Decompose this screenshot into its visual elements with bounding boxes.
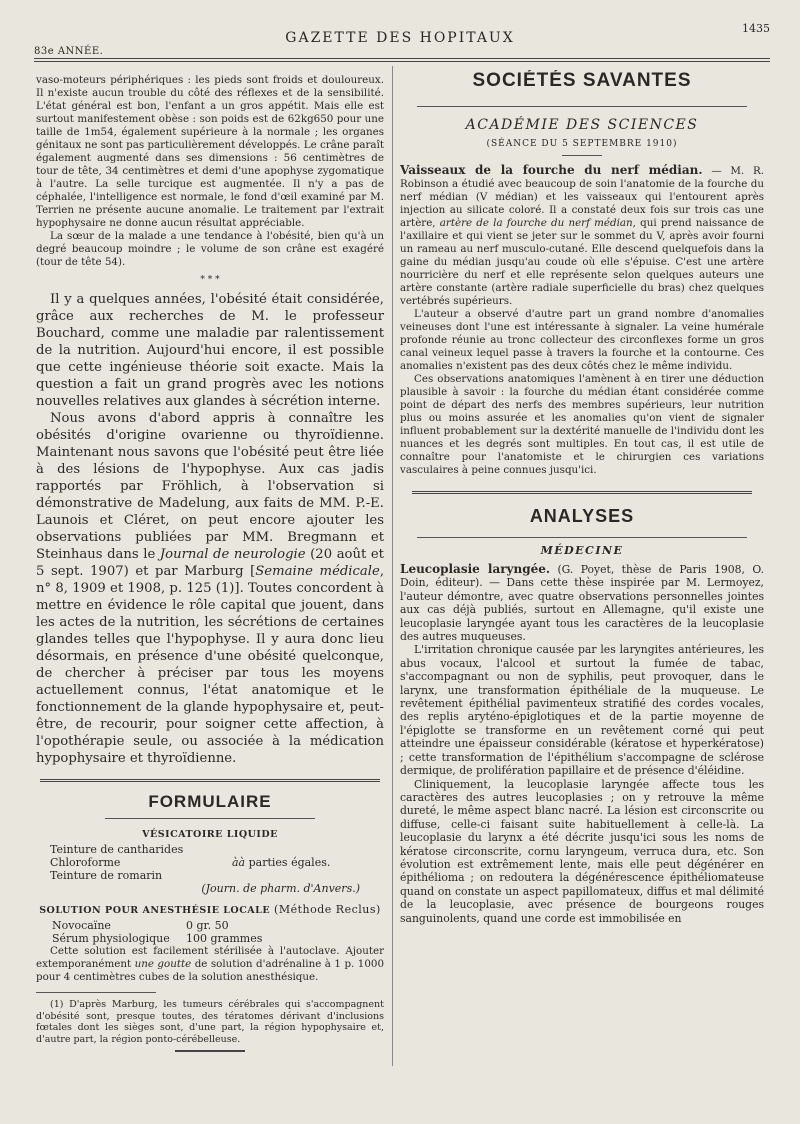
leucoplasie-paragraph-1: Leucoplasie laryngée. (G. Poyet, thèse de Paris 1908, O. Doin, éditeur). — Dans cette thèse inspirée par M. Lermoyez, l'auteur démontre, avec quatre observations personnelles jointes aux cas déjà publiés, surtout en Allemagne, qu'il existe une leucoplasie laryngée ayant tous les caractères de la leucoplasie des autres muqueuses. xyxy=(400,562,764,644)
analyses-rule xyxy=(417,537,747,538)
leucoplasie-paragraph-3: Cliniquement, la leucoplasie laryngée affecte tous les caractères des autres leucoplasies ; on y retrouve la même dureté, le même aspect blanc nacré. La lésion est circonscrite ou diffuse, celle-ci faisant suite habituellement à celle-là. La leucoplasie du larynx a été décrite jusqu'ici sous les noms de kératose circonscrite, cornu laryngeum, verruca dura, etc. Son évolution est extrêmement lente, mais elle peut dégénérer en épithélioma ; on redoutera la dégénérescence épithéliomateuse quand on constate un aspect papillomateux, diffus et mal délimité de la leucoplasie, avec présence de bourgeons rouges sanguinolents, quand une corde est immobilisée en xyxy=(400,777,764,925)
page-number: 1435 xyxy=(742,22,770,35)
analyses-title: ANALYSES xyxy=(529,506,635,526)
right-column xyxy=(400,70,764,925)
case-report-paragraph: vaso-moteurs périphériques : les pieds sont froids et douloureux. Il n'existe aucun trouble du côté des réflexes et de la sensibilité. L'état général est bon, l'enfant a un gros appétit. Mais elle est surtout manifestement obèse : son poids est de 62kg650 pour une taille de 1m54, également supérieure à la normale ; les organes génitaux ne sont pas particulièrement développés. Le crâne paraît également augmenté dans ses dimensions : 56 centimètres de tour de tête, 34 centimètres et demi d'une apophyse zygomatique à l'autre. La selle turcique est augmentée. Il n'y a pas de céphalée, l'intelligence est normale, le fond d'œil examiné par M. Terrien ne présente aucune anomalie. Le traitement par l'extrait hypophysaire ne donne aucun résultat appréciable. xyxy=(36,74,384,229)
recipe-line: Teinture de cantharides xyxy=(50,843,184,856)
vesicatoire-recipe xyxy=(36,843,384,895)
societes-title: SOCIÉTÉS SAVANTES xyxy=(472,70,692,91)
vaisseaux-paragraph-2: L'auteur a observé d'autre part un grand nombre d'anomalies veineuses dont l'une est intéressante à signaler. La veine humérale profonde réunie au tronc collecteur des circonflexes forme un gros canal veineux lequel passe à travers la fourche et la contourne. Ces anomalies n'existent pas des deux côtés chez le même individu. xyxy=(400,308,764,372)
left-column xyxy=(36,74,384,1052)
header-rule xyxy=(34,58,770,59)
solution-recipe xyxy=(36,919,384,945)
end-rule xyxy=(175,1050,245,1052)
seance-date: (SÉANCE DU 5 SEPTEMBRE 1910) xyxy=(486,139,678,149)
vaisseaux-heading: Vaisseaux de la fourche du nerf médian. xyxy=(400,163,703,177)
semaine-ref: Semaine médicale xyxy=(255,564,380,579)
journal-ref: Journal de neurologie xyxy=(159,547,306,562)
column-divider xyxy=(392,66,393,1066)
societes-rule xyxy=(417,106,747,107)
vaisseaux-paragraph-1: Vaisseaux de la fourche du nerf médian. — M. R. Robinson a étudié avec beaucoup de soin l'anatomie de la fourche du nerf médian (V médian) et les vaisseaux qui l'entourent après injection au silicate coloré. Il a constaté deux fois sur trois cas une artère, artère de la fourche du nerf médian, qui prend naissance de l'axillaire et qui vient se jeter sur le sommet du V, après avoir fourni un rameau au nerf musculo-cutané. Elle descend quelquefois dans la gaine du médian jusqu'au coude où elle s'épuise. C'est une artère nourricière du nerf et elle représente selon quelques auteurs une artère constante (artère radiale superficielle du bras) chez quelques vertébrés supérieurs. xyxy=(400,163,764,307)
issue-year: 83e ANNÉE. xyxy=(34,46,104,57)
obesity-paragraph-2: Nous avons d'abord appris à connaître les obésités d'origine ovarienne ou thyroïdienne. Maintenant nous savons que l'obésité peut être liée à des lésions de l'hypophyse. Aux cas jadis rapportés par Fröhlich, à l'observation si démonstrative de Madelung, aux faits de MM. P.-E. Launois et Cléret, on peut encore ajouter les observations publiées par MM. Bregmann et Steinhaus dans le Journal de neurologie (20 août et 5 sept. 1907) et par Marburg [Semaine médicale, n° 8, 1909 et 1908, p. 125 (1)]. Toutes concordent à mettre en évidence le rôle capital que jouent, dans les actes de la nutrition, les sécrétions de certaines glandes telles que l'hypophyse. Il y aura donc lieu désormais, en présence d'une obésité quelconque, de chercher à préciser par tous les moyens actuellement connus, l'état anatomique et le fonctionnement de la glande hypophysaire et, peut-être, de recourir, pour soigner cette affection, à l'opothérapie seule, ou associée à la médication hypophysaire et thyroïdienne. xyxy=(36,411,384,766)
recipe-line: Novocaïne 0 gr. 50 xyxy=(52,919,229,932)
leucoplasie-heading: Leucoplasie laryngée. xyxy=(400,562,551,576)
seance-rule xyxy=(562,155,602,156)
case-report-sister: La sœur de la malade a une tendance à l'obésité, bien qu'à un degré beaucoup moindre ; le volume de son crâne est exagéré (tour de tête 54). xyxy=(36,230,384,268)
solution-note: Cette solution est facilement stérilisée à l'autoclave. Ajouter extemporanément une goutte de solution d'adrénaline à 1 p. 1000 pour 4 centimètres cubes de la solution anesthésique. xyxy=(36,945,384,983)
vesicatoire-title: VÉSICATOIRE LIQUIDE xyxy=(142,829,278,840)
footnote: (1) D'après Marburg, les tumeurs cérébrales qui s'accompagnent d'obésité sont, presque toutes, des tératomes dérivant d'inclusions fœtales dont les sièges sont, d'une part, la région hypophysaire et, d'autre part, la région ponto-cérébelleuse. xyxy=(36,999,384,1045)
obesity-paragraph-1: Il y a quelques années, l'obésité était considérée, grâce aux recherches de M. le professeur Bouchard, comme une maladie par ralentissement de la nutrition. Aujourd'hui encore, il est possible que cette ingénieuse théorie soit exacte. Mais la question a fait un grand progrès avec les notions nouvelles relatives aux glandes à sécrétion interne. xyxy=(36,292,384,409)
footnote-rule xyxy=(36,992,156,993)
recipe-line: Sérum physiologique 100 grammes xyxy=(52,932,263,945)
recipe-line: Teinture de romarin xyxy=(50,869,163,882)
leucoplasie-paragraph-2: L'irritation chronique causée par les laryngites antérieures, les abus vocaux, l'alcool et surtout la fumée de tabac, s'accompagnant ou non de syphilis, peut provoquer, dans le larynx, une transformation épithéliale de la muqueuse. Le revêtement épithélial pavimenteux stratifié des cordes vocales, des replis aryténo-épiglotiques et de la partie moyenne de l'épiglotte se transforme en un revêtement corné qui peut atteindre une épaisseur considérable (kératose et hyperkératose) ; cette transformation de l'épithélium s'accompagne de sclérose dermique, de prolifération papillaire et de présence d'éléidine. xyxy=(400,643,764,778)
journal-title: GAZETTE DES HOPITAUX xyxy=(285,30,515,46)
recipe-quantity: àà parties égales. xyxy=(232,856,331,869)
recipe-source: (Journ. de pharm. d'Anvers.) xyxy=(201,882,360,895)
academie-title: ACADÉMIE DES SCIENCES xyxy=(465,117,699,133)
section-stars: * * * xyxy=(200,275,220,285)
section-rule xyxy=(412,491,752,494)
recipe-line: Chloroforme xyxy=(50,856,121,869)
header-rule-2 xyxy=(34,61,770,62)
formulaire-rule xyxy=(105,818,315,819)
vaisseaux-paragraph-3: Ces observations anatomiques l'amènent à en tirer une déduction plausible à savoir : la fourche du médian étant considérée comme point de départ des nerfs des membres supérieurs, leur nutrition plus ou moins assurée et les anomalies qu'on vient de signaler influent probablement sur la dextérité manuelle de l'individu dont les nuances et les degrés sont multiples. En tout cas, il est utile de connaître pour l'anatomiste et le chirurgien ces variations vasculaires à peine connues jusqu'ici. xyxy=(400,373,764,476)
section-rule xyxy=(40,779,380,782)
formulaire-title: FORMULAIRE xyxy=(148,792,272,811)
medecine-title: MÉDECINE xyxy=(540,544,624,557)
solution-title: SOLUTION POUR ANESTHÉSIE LOCALE (Méthode Reclus) xyxy=(39,903,381,916)
